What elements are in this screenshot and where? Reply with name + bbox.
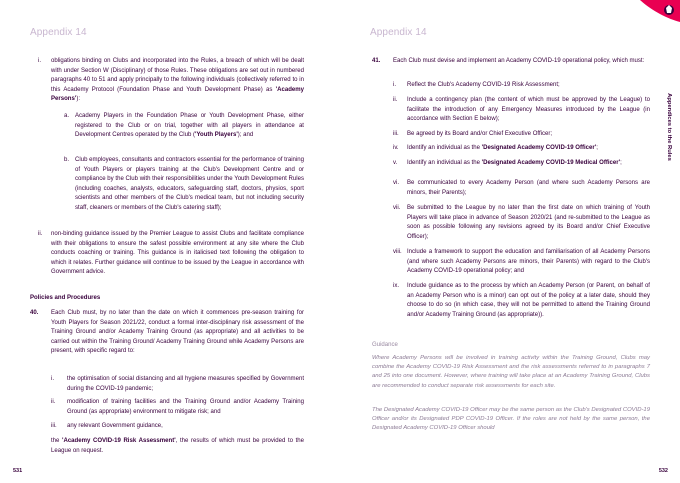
item-b-marker: b. <box>64 157 70 163</box>
page-number-right: 532 <box>658 468 668 474</box>
list-item: Include guidance as to the process by which an Academy Person (or Parent, on behalf of an Academy Person who is a minor) can opt out of the policy at a later date, should they choose to do so (in which case, they will not be permitted to attend the Training Ground and/or Academy Training Ground (as appropriate)). <box>407 283 650 318</box>
list-item: Identify an individual as the 'Designated Academy COVID-19 Officer'; <box>407 145 598 151</box>
sub-i-text: the optimisation of social distancing and all hygiene measures specified by Government during the COVID-19 pandemic; <box>67 376 304 392</box>
list-item: Include a framework to support the education and familiarisation of all Academy Persons (and where such Academy Persons are minors, their Parents) with regard to the Club's Academy COVID-19 operational policy; and <box>407 249 650 275</box>
item-a-text: Academy Players in the Foundation Phase or Youth Development Phase, either registered to the Club or on trial, together with all players in attendance at Development Centres operated by the Club ('Youth Players'); and <box>75 113 304 139</box>
item-b-text: Club employees, consultants and contractors essential for the performance of training of Youth Players or players training at the Club's Development Centre and or compliance by the Club with their responsibilities under the Youth Development Rules (including coaches, analysts, educators, safeguarding staff, doctors, physios, sport scientists and other members of the Club's medical team, but not including security staff, cleaners or members of the Club's catering staff); <box>75 157 304 211</box>
list-item: Identify an individual as the 'Designated Academy COVID-19 Medical Officer'; <box>407 160 622 166</box>
item-ii-text: non-binding guidance issued by the Premier League to assist Clubs and facilitate compliance with their obligations to ensure the safest possible environment at any site where the Club conducts coaching or training. This guidance is in italicised text following the obligation to which it relates. Further guidance will continue to be issued by the League in accordance with Government advice. <box>51 231 304 276</box>
guidance-title: Guidance <box>372 342 398 348</box>
para-41-marker: 41. <box>372 58 381 64</box>
sub-i-marker: i. <box>51 376 55 382</box>
side-tab-label: Appendices to the Rules <box>666 93 672 161</box>
list-item-marker: viii. <box>393 249 402 255</box>
list-item: Include a contingency plan (the content of which must be approved by the League) to facilitate the introduction of any Emergency Measures introduced by the League (in accordance with Section E below); <box>407 97 650 123</box>
guidance-paragraph-1: Where Academy Persons will be involved in training activity within the Training Ground, Clubs may combine the Academy COVID-19 Risk Assessment and the risk assessments referred to in paragraphs 7 and 25 into one document. However, where training will take place at an Academy Training Ground, Clubs are recommended to conduct separate risk assessments for each site. <box>372 355 650 389</box>
para-40-closing: the 'Academy COVID-19 Risk Assessment', the results of which must be provided to the League on request. <box>51 438 304 454</box>
right-page <box>340 0 680 483</box>
para-40-marker: 40. <box>30 310 39 316</box>
list-item-marker: ii. <box>393 97 398 103</box>
guidance-paragraph-2: The Designated Academy COVID-19 Officer may be the same person as the Club's Designated COVID-19 Officer and/or its Designated PDP COVID-19 Officer. If the roles are not held by the same person, the Designated Academy COVID-19 Officer should <box>372 407 650 432</box>
appendices-side-tab <box>663 72 675 182</box>
list-item-marker: vi. <box>393 180 400 186</box>
list-item: Be agreed by its Board and/or Chief Executive Officer; <box>407 131 553 137</box>
page-number-left: 531 <box>13 468 23 474</box>
premier-league-lion-icon <box>638 0 680 24</box>
list-item: Be submitted to the League by no later than the first date on which training of Youth Players will take place in advance of Season 2020/21 (and re-submitted to the League as soon as possible following any revisions agreed by its Board and/or Chief Executive Officer); <box>407 205 650 240</box>
list-item-marker: vii. <box>393 205 401 211</box>
para-40-text: Each Club must, by no later than the date on which it commences pre-season training for Youth Players for Season 2021/22, conduct a formal inter-disciplinary risk assessment of the Training Ground and/or Academy Training Ground (as appropriate) and all activities to be carried out within the Training Ground/ Academy Training Ground while Academy Persons are present, with specific regard to: <box>51 310 304 355</box>
item-i-marker: i. <box>38 58 42 64</box>
list-item-marker: ix. <box>393 283 400 289</box>
sub-ii-marker: ii. <box>51 399 56 405</box>
item-ii-marker: ii. <box>38 231 43 237</box>
list-item-marker: i. <box>393 82 397 88</box>
sub-iii-marker: iii. <box>51 423 57 429</box>
item-a-marker: a. <box>64 113 70 119</box>
list-item-marker: v. <box>393 160 398 166</box>
item-i-text: obligations binding on Clubs and incorporated into the Rules, a breach of which will be dealt with under Section W (Disciplinary) of those Rules. These obligations are set out in numbered paragraphs 40 to 51 and apply principally to the following individuals (collectively referred to in this Academy Protocol (Foundation Phase and Youth Development Phase) as 'Academy Persons'): <box>51 58 304 103</box>
list-item: Be communicated to every Academy Person (and where such Academy Persons are minors, their Parents); <box>407 180 650 196</box>
list-item-marker: iii. <box>393 131 399 137</box>
running-head-left: Appendix 14 <box>30 27 87 38</box>
list-item: Reflect the Club's Academy COVID-19 Risk Assessment; <box>407 82 560 88</box>
sub-iii-text: any relevant Government guidance, <box>67 423 163 429</box>
list-item-marker: iv. <box>393 145 399 151</box>
para-41-text: Each Club must devise and implement an Academy COVID-19 operational policy, which must: <box>393 58 645 64</box>
section-heading: Policies and Procedures <box>30 295 101 301</box>
running-head-right: Appendix 14 <box>370 27 427 38</box>
sub-ii-text: modification of training facilities and the Training Ground and/or Academy Training Ground (as appropriate) environment to mitigate risk; and <box>67 399 304 415</box>
